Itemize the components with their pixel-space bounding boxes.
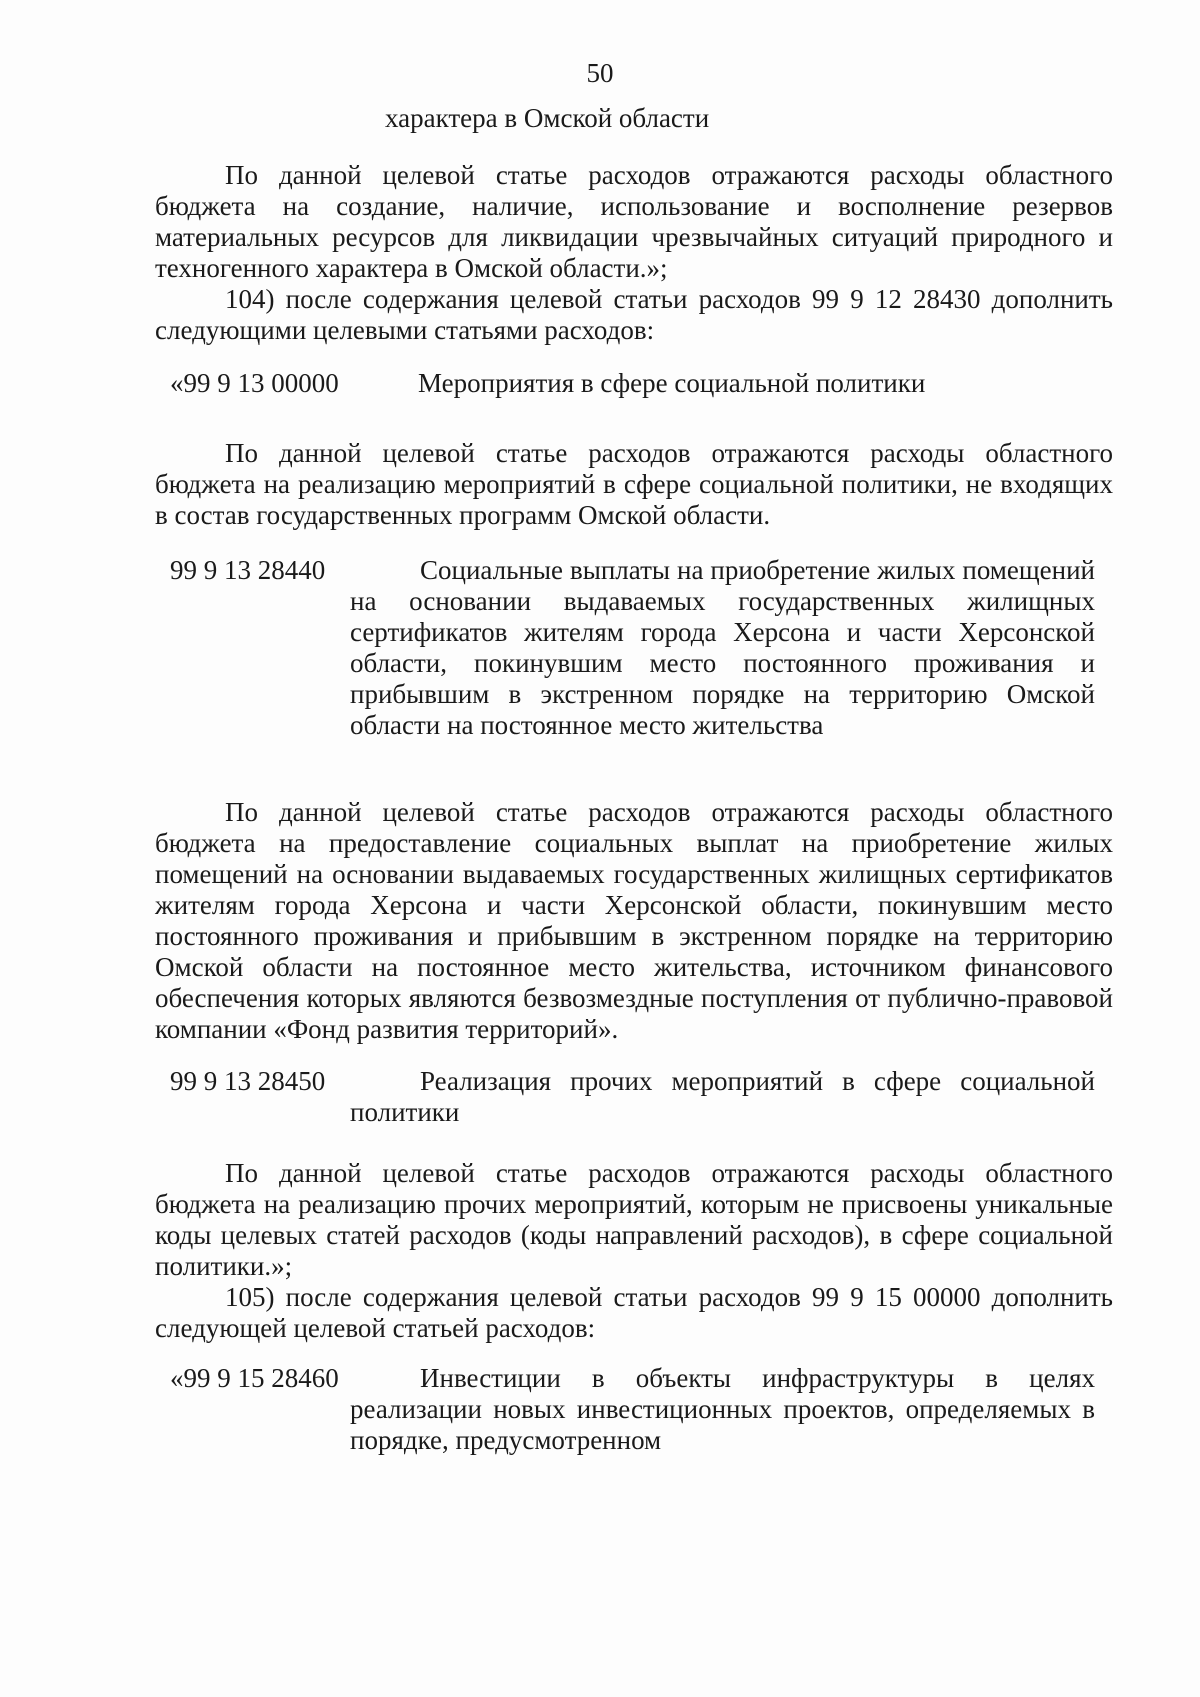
amendment-item-105: 105) после содержания целевой статьи расходов 99 9 15 00000 дополнить следующей целевой статьей расходов:	[155, 1282, 1113, 1343]
amendment-item-104: 104) после содержания целевой статьи расходов 99 9 12 28430 дополнить следующими целевыми статьями расходов:	[155, 284, 1113, 345]
article-description: Мероприятия в сфере социальной политики	[418, 368, 926, 398]
target-article-entry	[160, 1363, 1095, 1456]
page-number: 50	[586, 58, 614, 88]
article-code: 99 9 13 28450	[170, 1066, 326, 1096]
paragraph-social-policy	[155, 438, 1113, 531]
target-article-entry	[160, 368, 1095, 399]
paragraph-text: По данной целевой статье расходов отражаются расходы областного бюджета на реализацию прочих мероприятий, которым не присвоены уникальные коды целевых статей расходов (коды направлений расходов), в сфере социальной политики.»;	[155, 1158, 1113, 1281]
target-article-entry	[160, 555, 1095, 741]
article-description: Инвестиции в объекты инфраструктуры в целях реализации новых инвестиционных проектов, определяемых в порядке, предусмотренном	[350, 1363, 1095, 1455]
paragraph-text: По данной целевой статье расходов отражаются расходы областного бюджета на создание, наличие, использование и восполнение резервов материальных ресурсов для ликвидации чрезвычайных ситуаций природного и техногенного характера в Омской области.»;	[155, 160, 1113, 283]
paragraph-text: По данной целевой статье расходов отражаются расходы областного бюджета на предоставление социальных выплат на приобретение жилых помещений на основании выдаваемых государственных жилищных сертификатов жителям города Херсона и части Херсонской области, покинувшим место постоянного проживания и прибывшим в экстренном порядке на территорию Омской области на постоянное место жительства, источником финансового обеспечения которых являются безвозмездные поступления от публично-правовой компании «Фонд развития территорий».	[155, 797, 1113, 1044]
paragraph-other-measures	[155, 1158, 1113, 1344]
article-code: 99 9 13 28440	[170, 555, 326, 585]
paragraph-reserves	[155, 160, 1113, 346]
target-article-entry	[160, 1066, 1095, 1128]
paragraph-text: По данной целевой статье расходов отражаются расходы областного бюджета на реализацию мероприятий в сфере социальной политики, не входящих в состав государственных программ Омской области.	[155, 438, 1113, 530]
article-description: Реализация прочих мероприятий в сфере социальной политики	[350, 1066, 1095, 1127]
paragraph-housing-payments	[155, 797, 1113, 1045]
continuation-title: характера в Омской области	[385, 103, 710, 133]
article-description: Социальные выплаты на приобретение жилых помещений на основании выдаваемых государственных жилищных сертификатов жителям города Херсона и части Херсонской области, покинувшим место постоянного проживания и прибывшим в экстренном порядке на территорию Омской области на постоянное место жительства	[350, 555, 1095, 740]
article-code: «99 9 15 28460	[170, 1363, 339, 1393]
article-code: «99 9 13 00000	[170, 368, 339, 398]
